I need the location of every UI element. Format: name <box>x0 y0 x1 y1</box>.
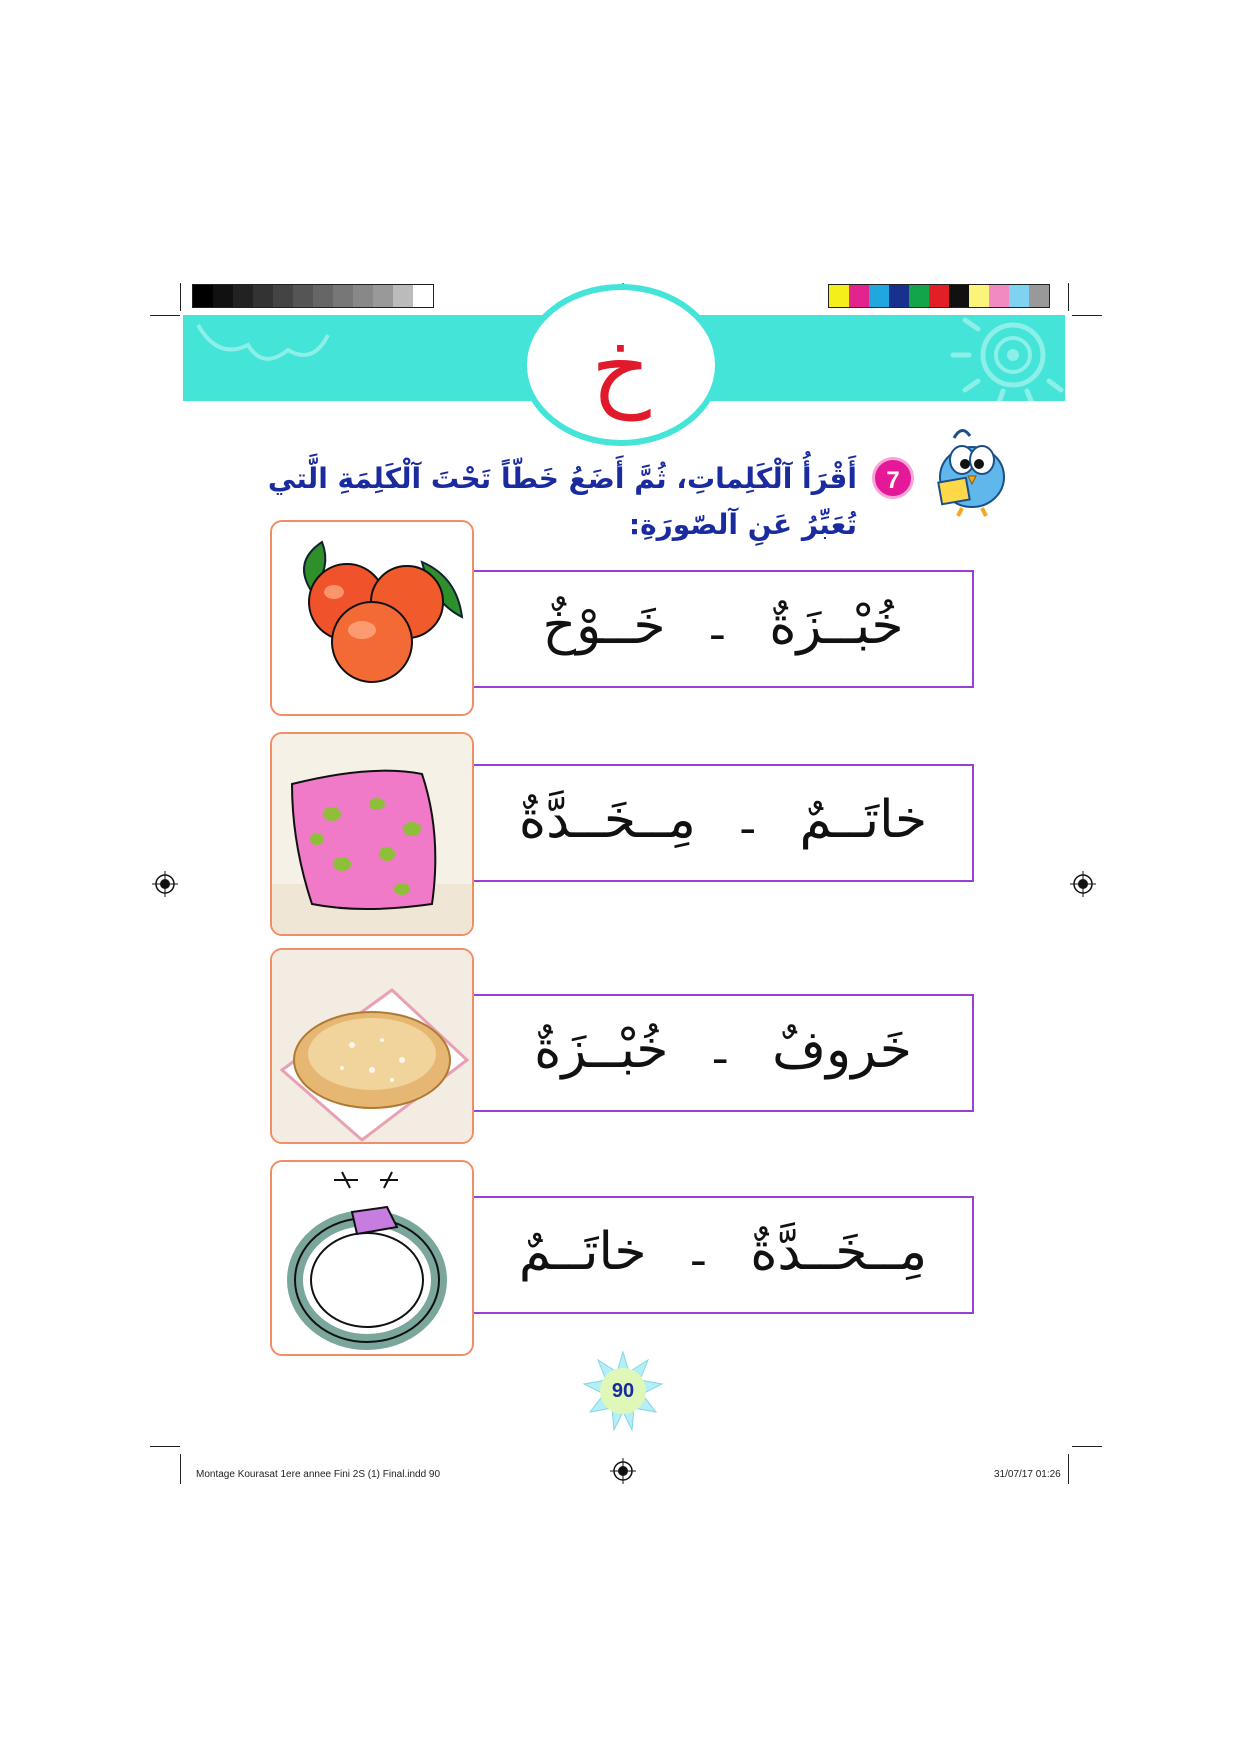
footer-date: 31/07/17 01:26 <box>994 1469 1061 1480</box>
word-option[interactable]: مِــخَــدَّةٌ <box>518 790 696 850</box>
image-card-bread <box>270 948 474 1144</box>
header-letter: خ <box>591 314 651 421</box>
word-line-4 <box>474 1212 972 1292</box>
word-option[interactable]: خاتَــمٌ <box>518 1222 647 1282</box>
color-swatches <box>828 284 1050 308</box>
image-card-ring <box>270 1160 474 1356</box>
word-line-1 <box>474 586 972 666</box>
sun-icon <box>943 315 1065 401</box>
word-box-4 <box>474 1196 974 1314</box>
word-box-3 <box>474 994 974 1112</box>
word-separator: ـ <box>741 797 754 843</box>
peaches-icon <box>272 522 472 714</box>
word-option[interactable]: خَــوْخٌ <box>542 596 666 656</box>
registration-mark-left <box>152 871 178 897</box>
pillow-icon <box>272 734 472 934</box>
bread-icon <box>272 950 472 1142</box>
word-line-3 <box>474 1010 972 1090</box>
cloud-icon <box>193 315 343 375</box>
word-separator: ـ <box>714 1027 727 1073</box>
word-separator: ـ <box>692 1229 705 1275</box>
page-number: 90 <box>600 1368 646 1414</box>
ring-icon <box>272 1162 472 1354</box>
exercise-number-badge: 7 <box>872 457 914 499</box>
grayscale-swatches <box>192 284 434 308</box>
word-box-1 <box>474 570 974 688</box>
word-option[interactable]: خَروفٌ <box>772 1020 912 1080</box>
word-option[interactable]: خُبْــزَةٌ <box>534 1020 669 1080</box>
word-option[interactable]: مِــخَــدَّةٌ <box>750 1222 928 1282</box>
word-box-2 <box>474 764 974 882</box>
word-line-2 <box>474 780 972 860</box>
image-card-peaches <box>270 520 474 716</box>
registration-mark-bottom <box>610 1458 636 1484</box>
word-option[interactable]: خُبْــزَةٌ <box>769 596 904 656</box>
registration-mark-right <box>1070 871 1096 897</box>
word-separator: ـ <box>711 603 724 649</box>
instruction-text: أَقْرَأُ آلْكَلِماتِ، ثُمَّ أَضَعُ خَطّاً تَحْتَ آلْكَلِمَةِ الَّتي تُعَبِّرُ عَنِ آلصّورَةِ: <box>267 462 857 541</box>
image-card-pillow <box>270 732 474 936</box>
word-option[interactable]: خاتَــمٌ <box>799 790 928 850</box>
footer-filename: Montage Kourasat 1ere annee Fini 2S (1) Final.indd 90 <box>196 1469 441 1480</box>
bird-mascot-icon <box>922 422 1022 518</box>
